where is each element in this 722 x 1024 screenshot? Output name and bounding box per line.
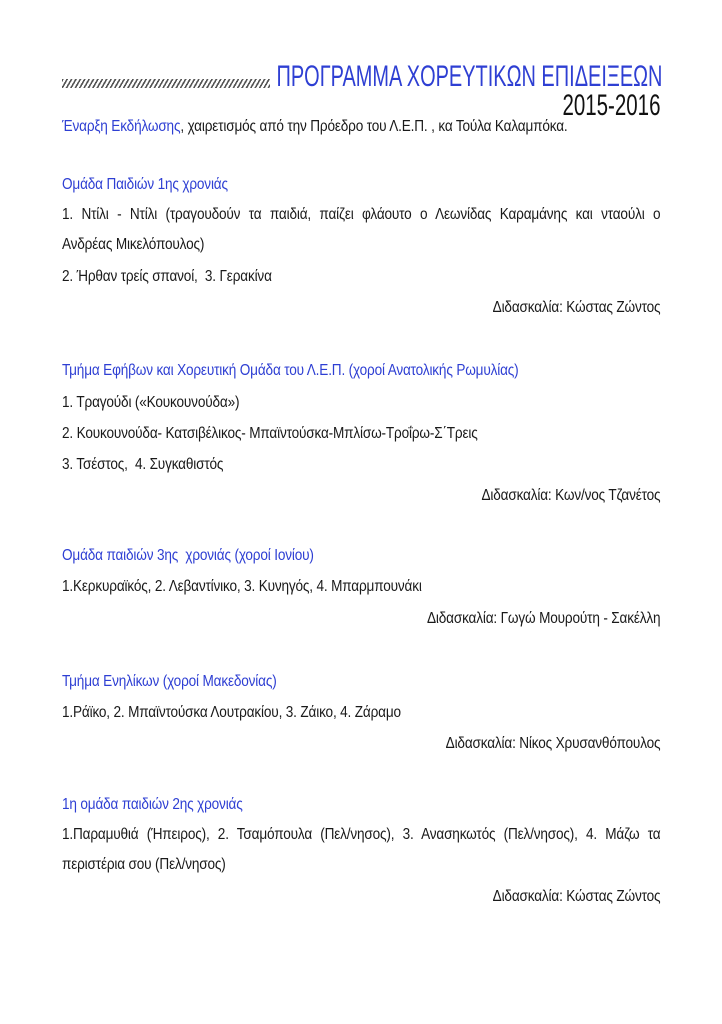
section-heading: 1η ομάδα παιδιών 2ης χρονιάς [62, 796, 243, 813]
program-item-line: 2. Ήρθαν τρείς σπανοί, 3. Γερακίνα [62, 268, 272, 285]
teacher-credit: Διδασκαλία: Γωγώ Μουρούτη - Σακέλλη [426, 610, 661, 627]
program-item-line: 1.Ράϊκο, 2. Μπαϊντούσκα Λουτρακίου, 3. Ζάικο, 4. Ζάραμο [62, 704, 401, 721]
teacher-credit: Διδασκαλία: Κώστας Ζώντος [492, 888, 661, 905]
section-heading: Ομάδα Παιδιών 1ης χρονιάς [62, 176, 228, 193]
opening-text: , χαιρετισμός από την Πρόεδρο του Λ.Ε.Π. , κα Τούλα Καλαμπόκα. [180, 118, 568, 135]
section-heading: Τμήμα Εφήβων και Χορευτική Ομάδα του Λ.Ε.Π. (χοροί Ανατολικής Ρωμυλίας) [62, 362, 519, 379]
section-heading: Ομάδα παιδιών 3ης χρονιάς (χοροί Ιονίου) [62, 547, 314, 564]
program-item-line: 3. Τσέστος, 4. Συγκαθιστός [62, 456, 224, 473]
program-item-line: 2. Κουκουνούδα- Κατσιβέλικος- Μπαϊντούσκα-Μπλίσω-Τροΐρω-Σ΄Τρεις [62, 425, 478, 442]
program-item-line: Ανδρέας Μικελόπουλος) [62, 236, 205, 253]
opening-line [62, 117, 660, 137]
teacher-credit: Διδασκαλία: Νίκος Χρυσανθόπουλος [445, 735, 661, 752]
year-label: 2015-2016 [562, 89, 660, 122]
program-item-line: περιστέρια σου (Πελ/νησος) [62, 856, 226, 873]
program-item-line: 1. Τραγούδι («Κουκουνούδα») [62, 394, 240, 411]
teacher-credit: Διδασκαλία: Κων/νος Τζανέτος [481, 487, 661, 504]
program-body [62, 0, 676, 1024]
program-item-line: 1.Παραμυθιά (Ήπειρος), 2. Τσαμόπουλα (Πελ/νησος), 3. Ανασηκωτός (Πελ/νησος), 4. Μάζω τα [62, 826, 661, 843]
opening-label: Έναρξη Εκδήλωσης [62, 118, 181, 135]
page-title: ΠΡΟΓΡΑΜΜΑ ΧΟΡΕΥΤΙΚΩΝ ΕΠΙΔΕΙΞΕΩΝ [275, 60, 662, 93]
program-item-line: 1. Ντίλι - Ντίλι (τραγουδούν τα παιδιά, παίζει φλάουτο ο Λεωνίδας Καραμάνης και νταούλι ο [62, 206, 661, 223]
program-item-line: 1.Κερκυραϊκός, 2. Λεβαντίνικο, 3. Κυνηγός, 4. Μπαρμπουνάκι [62, 578, 422, 595]
teacher-credit: Διδασκαλία: Κώστας Ζώντος [492, 299, 661, 316]
section-heading: Τμήμα Ενηλίκων (χοροί Μακεδονίας) [62, 673, 277, 690]
